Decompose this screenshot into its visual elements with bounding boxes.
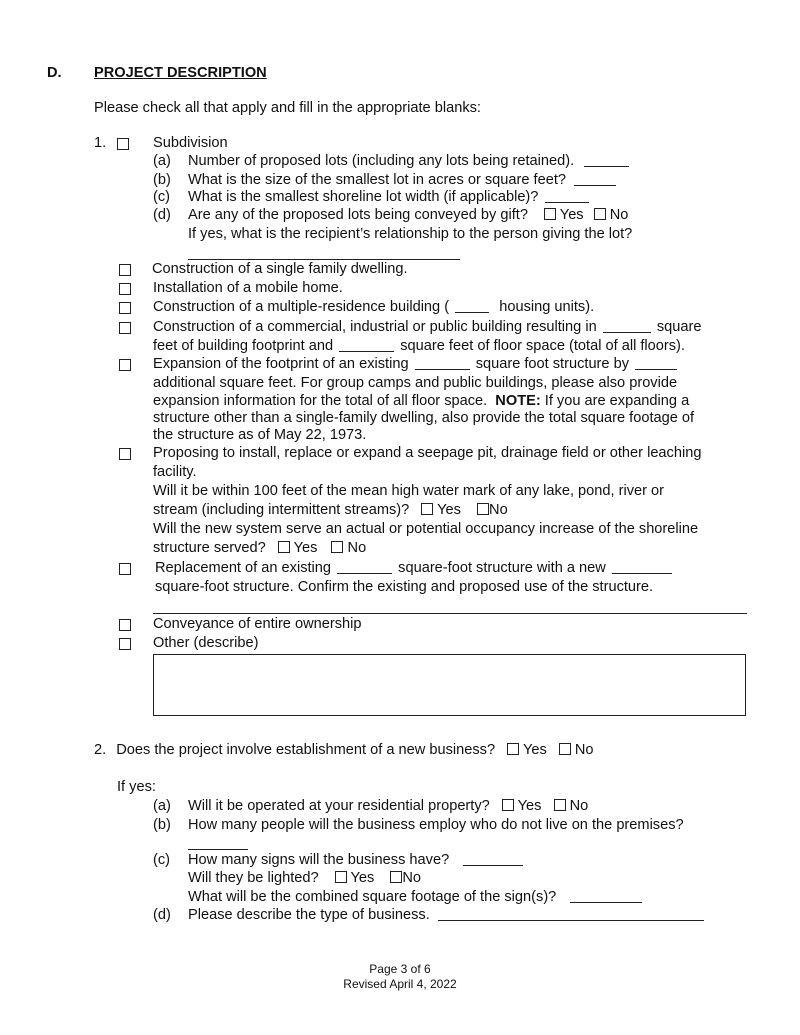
item-text: Are any of the proposed lots being conveyed by gift? <box>188 207 528 223</box>
new-business-no-label: No <box>574 742 594 758</box>
occupancy-increase-no-label: No <box>347 540 367 556</box>
lighted-no-label: No <box>402 870 421 886</box>
other-checkbox[interactable] <box>119 638 131 650</box>
expansion-line-3: expansion information for the total of all floor space. <box>153 393 488 409</box>
existing-structure-sqft-input[interactable] <box>337 559 392 574</box>
item-label: (d) <box>153 907 171 923</box>
occupancy-increase-no-checkbox[interactable] <box>331 541 343 553</box>
section-title: PROJECT DESCRIPTION <box>94 65 267 81</box>
occupancy-increase-yes-label: Yes <box>293 540 318 556</box>
new-structure-sqft-input[interactable] <box>612 559 672 574</box>
item-label: (d) <box>153 207 171 223</box>
expansion-row-1 <box>153 355 677 374</box>
leaching-checkbox[interactable] <box>119 448 131 460</box>
item-label: (a) <box>153 153 171 169</box>
proposed-lots-input[interactable] <box>584 152 629 167</box>
commercial-suffix: square <box>656 319 702 335</box>
section-letter: D. <box>47 65 62 81</box>
item-text: What is the smallest shoreline lot width (if applicable)? <box>188 189 539 205</box>
if-yes-label: If yes: <box>117 779 156 795</box>
replacement-line-2: square-foot structure. Confirm the existing and proposed use of the structure. <box>155 579 654 595</box>
structure-use-input[interactable] <box>153 613 747 614</box>
expansion-line-5: the structure as of May 22, 1973. <box>153 427 367 443</box>
mobile-home-checkbox[interactable] <box>119 283 131 295</box>
item-text: How many people will the business employ who do not live on the premises? <box>188 817 684 833</box>
leaching-q2-line-2: structure served? <box>153 540 266 556</box>
single-family-checkbox[interactable] <box>119 264 131 276</box>
lighted-no-checkbox[interactable] <box>390 871 402 883</box>
expansion-line-2: additional square feet. For group camps and public buildings, please also provide <box>153 375 678 391</box>
replacement-mid: square-foot structure with a new <box>398 560 606 576</box>
shoreline-lot-width-input[interactable] <box>545 188 589 203</box>
subdivision-item-d <box>153 206 628 225</box>
gift-yes-checkbox[interactable] <box>544 208 556 220</box>
leaching-q1-line-2: stream (including intermittent streams)? <box>153 502 410 518</box>
leaching-q2-line-1: Will the new system serve an actual or potential occupancy increase of the shoreline <box>153 521 699 537</box>
item-label: (b) <box>153 172 171 188</box>
q1-number: 1. <box>94 135 107 151</box>
expansion-line-3-post: If you are expanding a <box>544 393 690 409</box>
gift-yes-label: Yes <box>559 207 584 223</box>
subdivision-item-c <box>153 188 589 207</box>
leaching-q1-row <box>153 501 508 520</box>
instructions-text: Please check all that apply and fill in the appropriate blanks: <box>94 100 481 116</box>
item-text: Will it be operated at your residential property? <box>188 798 490 814</box>
residential-no-checkbox[interactable] <box>554 799 566 811</box>
q2-item-c <box>153 851 523 870</box>
lighted-row <box>188 869 421 888</box>
item-text: Please describe the type of business. <box>188 907 430 923</box>
new-business-yes-label: Yes <box>522 742 547 758</box>
expansion-line-4: structure other than a single-family dwelling, also provide the total square footage of <box>153 410 695 426</box>
item-label: (c) <box>153 852 171 868</box>
within-100ft-yes-label: Yes <box>437 502 461 518</box>
occupancy-increase-yes-checkbox[interactable] <box>278 541 290 553</box>
leaching-line-1: Proposing to install, replace or expand a seepage pit, drainage field or other leaching <box>153 445 702 461</box>
expansion-checkbox[interactable] <box>119 359 131 371</box>
business-type-input[interactable] <box>438 906 704 921</box>
conveyance-checkbox[interactable] <box>119 619 131 631</box>
replacement-label: Replacement of an existing <box>155 560 332 576</box>
commercial-line2-suffix: square feet of floor space (total of all floors). <box>400 338 685 354</box>
replacement-row-1 <box>155 559 672 578</box>
lighted-question: Will they be lighted? <box>188 870 319 886</box>
gift-no-label: No <box>609 207 629 223</box>
item-text: How many signs will the business have? <box>188 852 450 868</box>
multi-residence-suffix: housing units). <box>499 299 595 315</box>
existing-sqft-input[interactable] <box>415 355 470 370</box>
sign-footage-input[interactable] <box>570 888 642 903</box>
item-label: (b) <box>153 817 171 833</box>
q2-item-b <box>153 816 684 835</box>
q2-number: 2. <box>94 742 107 758</box>
subdivision-label: Subdivision <box>153 135 228 151</box>
leaching-line-2: facility. <box>153 464 197 480</box>
revised-date: Revised April 4, 2022 <box>343 977 457 991</box>
q2-row <box>94 741 594 760</box>
subdivision-checkbox[interactable] <box>117 138 129 150</box>
commercial-checkbox[interactable] <box>119 322 131 334</box>
lighted-yes-checkbox[interactable] <box>335 871 347 883</box>
expansion-mid: square foot structure by <box>475 356 630 372</box>
other-describe-textarea[interactable] <box>153 654 746 716</box>
lighted-yes-label: Yes <box>350 870 375 886</box>
expansion-label: Expansion of the footprint of an existing <box>153 356 409 372</box>
q2-item-d <box>153 906 704 925</box>
q2-item-a <box>153 797 588 816</box>
residential-no-label: No <box>569 798 589 814</box>
subdivision-item-a <box>153 152 629 171</box>
commercial-line2-label: feet of building footprint and <box>153 338 334 354</box>
multi-residence-checkbox[interactable] <box>119 302 131 314</box>
footprint-sqft-input[interactable] <box>603 318 651 333</box>
mobile-home-label: Installation of a mobile home. <box>153 280 343 296</box>
commercial-row-2 <box>153 337 685 356</box>
note-label: NOTE: <box>495 393 541 409</box>
new-business-no-checkbox[interactable] <box>559 743 571 755</box>
within-100ft-no-label: No <box>489 502 508 518</box>
gift-no-checkbox[interactable] <box>594 208 606 220</box>
q2-question: Does the project involve establishment of a new business? <box>116 742 496 758</box>
single-family-label: Construction of a single family dwelling. <box>152 261 408 277</box>
footage-row <box>188 888 642 907</box>
residential-yes-checkbox[interactable] <box>502 799 514 811</box>
leaching-q2-row <box>153 539 366 558</box>
within-100ft-no-checkbox[interactable] <box>477 503 489 515</box>
commercial-row-1 <box>153 318 701 337</box>
multi-residence-row <box>153 298 594 317</box>
residential-yes-label: Yes <box>517 798 542 814</box>
new-business-yes-checkbox[interactable] <box>507 743 519 755</box>
item-text: What is the size of the smallest lot in acres or square feet? <box>188 172 566 188</box>
employee-count-input[interactable] <box>188 849 248 850</box>
footage-question: What will be the combined square footage of the sign(s)? <box>188 889 557 905</box>
item-label: (c) <box>153 189 171 205</box>
within-100ft-yes-checkbox[interactable] <box>421 503 433 515</box>
item-label: (a) <box>153 798 171 814</box>
conveyance-label: Conveyance of entire ownership <box>153 616 362 632</box>
smallest-lot-size-input[interactable] <box>574 171 616 186</box>
housing-units-input[interactable] <box>455 298 489 313</box>
leaching-q1-line-1: Will it be within 100 feet of the mean high water mark of any lake, pond, river or <box>153 483 665 499</box>
multi-residence-label: Construction of a multiple-residence building ( <box>153 299 450 315</box>
replacement-checkbox[interactable] <box>119 563 131 575</box>
additional-sqft-input[interactable] <box>635 355 677 370</box>
item-text: Number of proposed lots (including any lots being retained). <box>188 153 575 169</box>
sign-count-input[interactable] <box>463 851 523 866</box>
other-label: Other (describe) <box>153 635 259 651</box>
page-number: Page 3 of 6 <box>369 962 431 976</box>
commercial-label: Construction of a commercial, industrial or public building resulting in <box>153 319 597 335</box>
floor-space-sqft-input[interactable] <box>339 337 394 352</box>
gift-followup-question: If yes, what is the recipient’s relationship to the person giving the lot? <box>188 226 633 242</box>
